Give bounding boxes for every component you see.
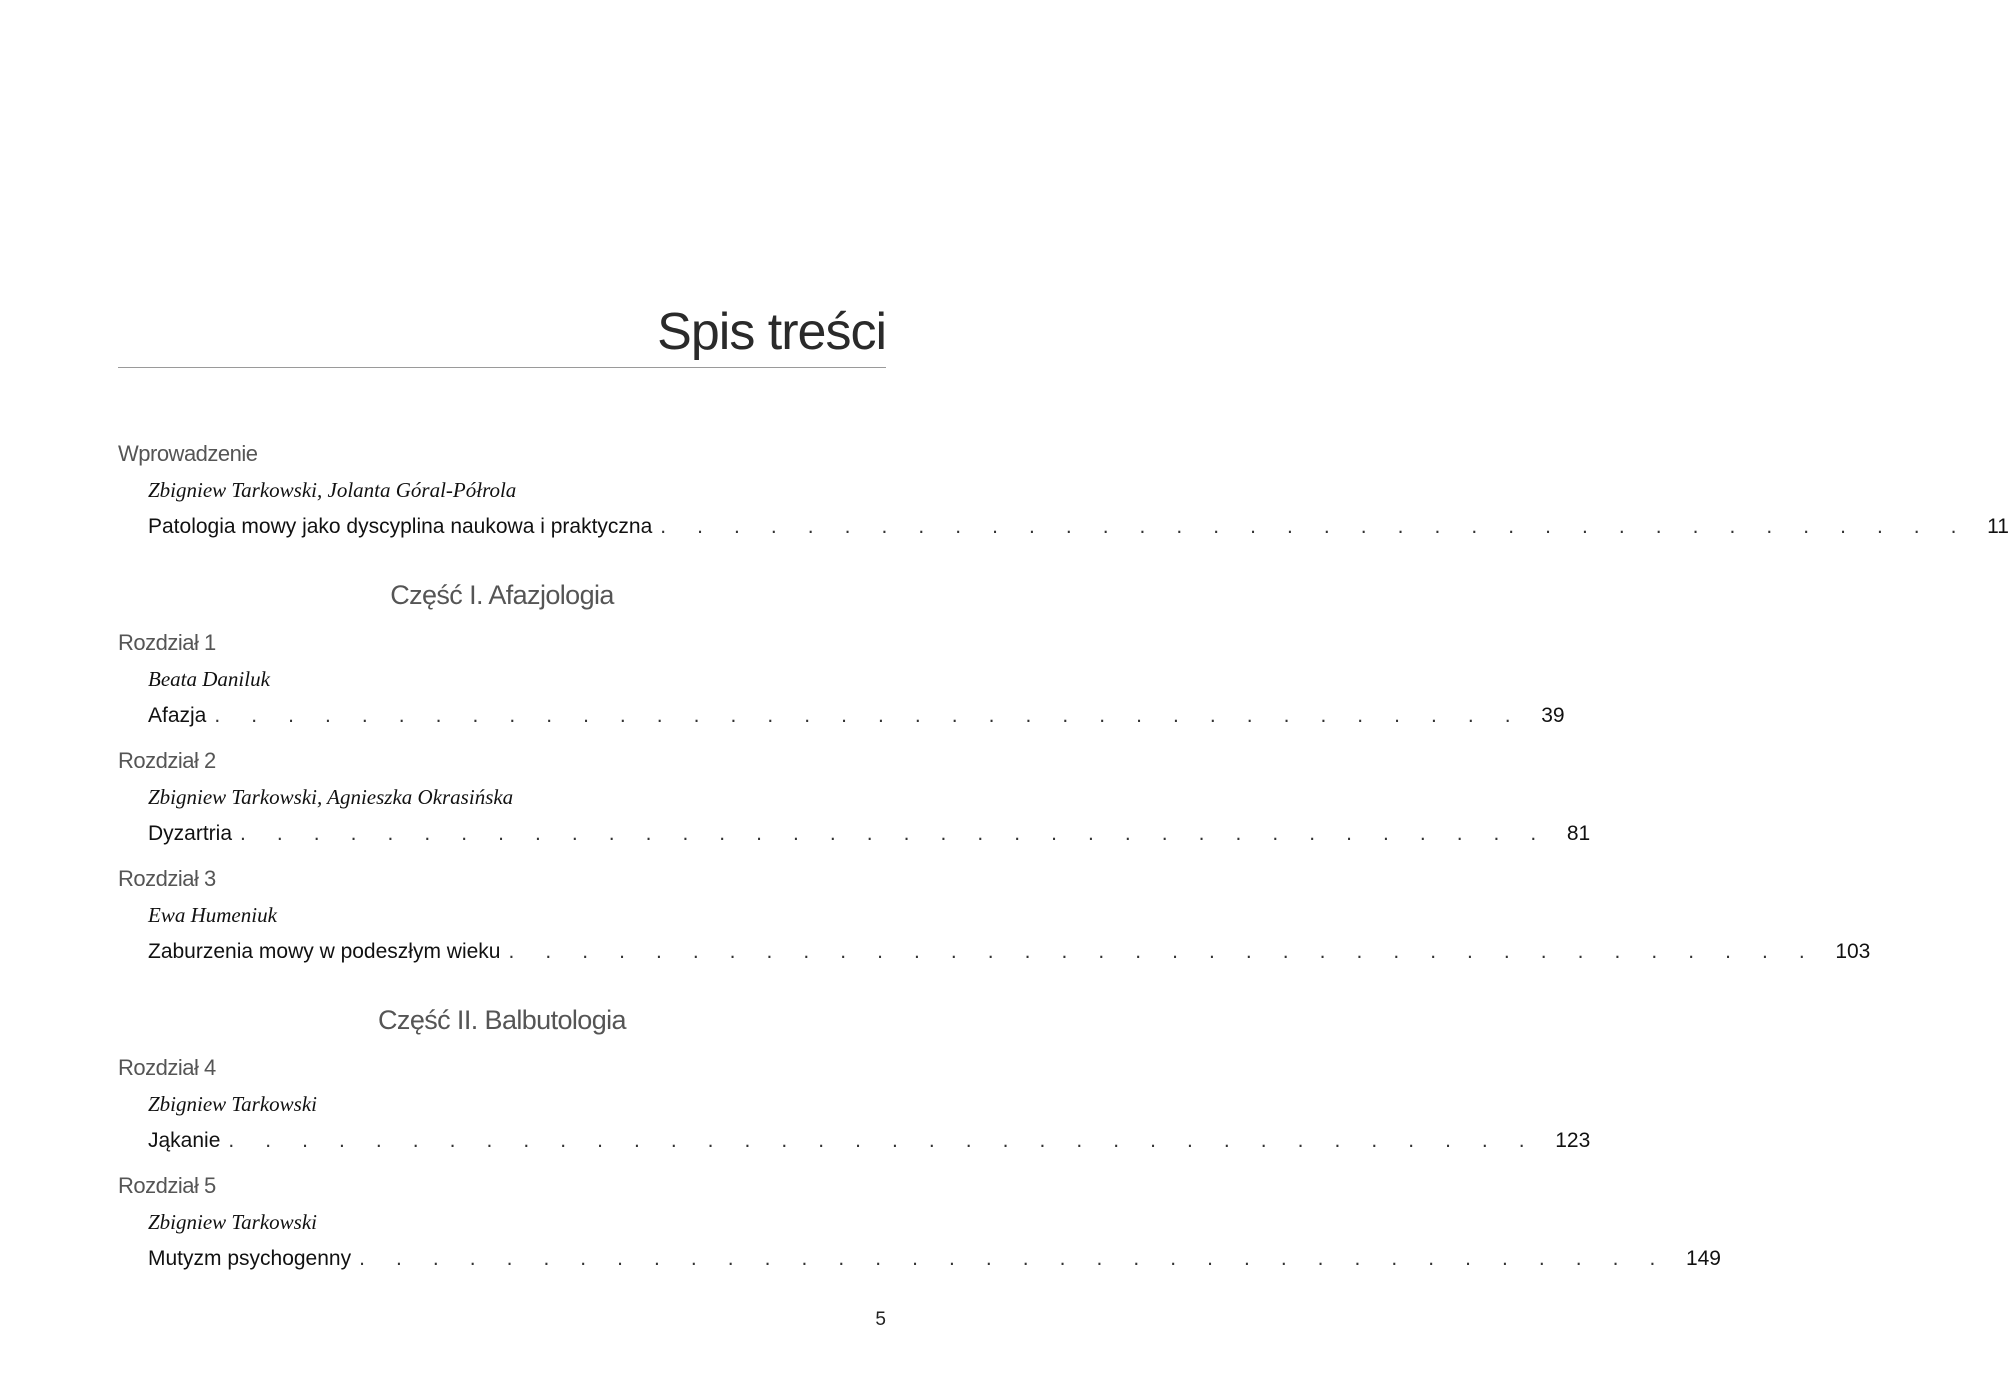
entry-page-number: 103: [1835, 940, 1871, 963]
chapter-label: Rozdział 1: [118, 630, 216, 655]
chapter-author: Zbigniew Tarkowski, Agnieszka Okrasińska: [148, 785, 514, 809]
intro-label: Wprowadzenie: [118, 441, 258, 466]
toc-entry-intro[interactable]: [148, 515, 2009, 538]
entry-page-number: 39: [1541, 704, 1565, 727]
dot-leader: . . . . . . . . . . . . . . . . . . . . . . . . . . . . . . . . . . . .: [214, 704, 1524, 727]
toc-entry[interactable]: [148, 940, 1871, 963]
dot-leader: . . . . . . . . . . . . . . . . . . . . . . . . . . . . . . . . . . . .: [660, 515, 1970, 538]
entry-title: Mutyzm psychogenny: [148, 1247, 352, 1270]
title-rule: [118, 367, 886, 368]
part-heading: Część II. Balbutologia: [378, 1005, 626, 1035]
part-heading: Część I. Afazjologia: [390, 580, 614, 610]
chapter-author: Ewa Humeniuk: [148, 903, 277, 927]
dot-leader: . . . . . . . . . . . . . . . . . . . . . . . . . . . . . . . . . . . .: [240, 822, 1549, 845]
entry-page-number: 123: [1555, 1129, 1591, 1152]
entry-page-number: 81: [1566, 822, 1591, 845]
chapter-label: Rozdział 3: [118, 866, 216, 891]
entry-title: Dyzartria: [148, 822, 233, 845]
chapter-author: Zbigniew Tarkowski: [148, 1092, 318, 1116]
entry-page-number: 11: [1987, 515, 2009, 538]
dot-leader: . . . . . . . . . . . . . . . . . . . . . . . . . . . . . . . . . . . .: [359, 1247, 1668, 1270]
dot-leader: . . . . . . . . . . . . . . . . . . . . . . . . . . . . . . . . . . . .: [508, 940, 1818, 963]
chapter-author: Zbigniew Tarkowski: [148, 1210, 318, 1234]
chapter-label: Rozdział 2: [118, 748, 216, 773]
page-title: Spis treści: [657, 303, 886, 361]
toc-entry[interactable]: [148, 1247, 1721, 1270]
chapter-label: Rozdział 4: [118, 1055, 216, 1080]
toc-entry[interactable]: [148, 822, 1591, 845]
toc-entry[interactable]: [148, 1129, 1591, 1152]
chapter-author: Beata Daniluk: [148, 667, 270, 691]
toc-entry[interactable]: [148, 704, 1565, 727]
page-number: 5: [875, 1309, 886, 1330]
entry-title: Patologia mowy jako dyscyplina naukowa i praktyczna: [148, 515, 653, 538]
entry-title: Jąkanie: [148, 1129, 221, 1152]
entry-title: Afazja: [148, 704, 207, 727]
chapter-label: Rozdział 5: [118, 1173, 216, 1198]
dot-leader: . . . . . . . . . . . . . . . . . . . . . . . . . . . . . . . . . . . .: [228, 1129, 1538, 1152]
intro-author: Zbigniew Tarkowski, Jolanta Góral-Półrola: [148, 478, 517, 502]
entry-title: Zaburzenia mowy w podeszłym wieku: [148, 940, 501, 963]
entry-page-number: 149: [1685, 1247, 1721, 1270]
